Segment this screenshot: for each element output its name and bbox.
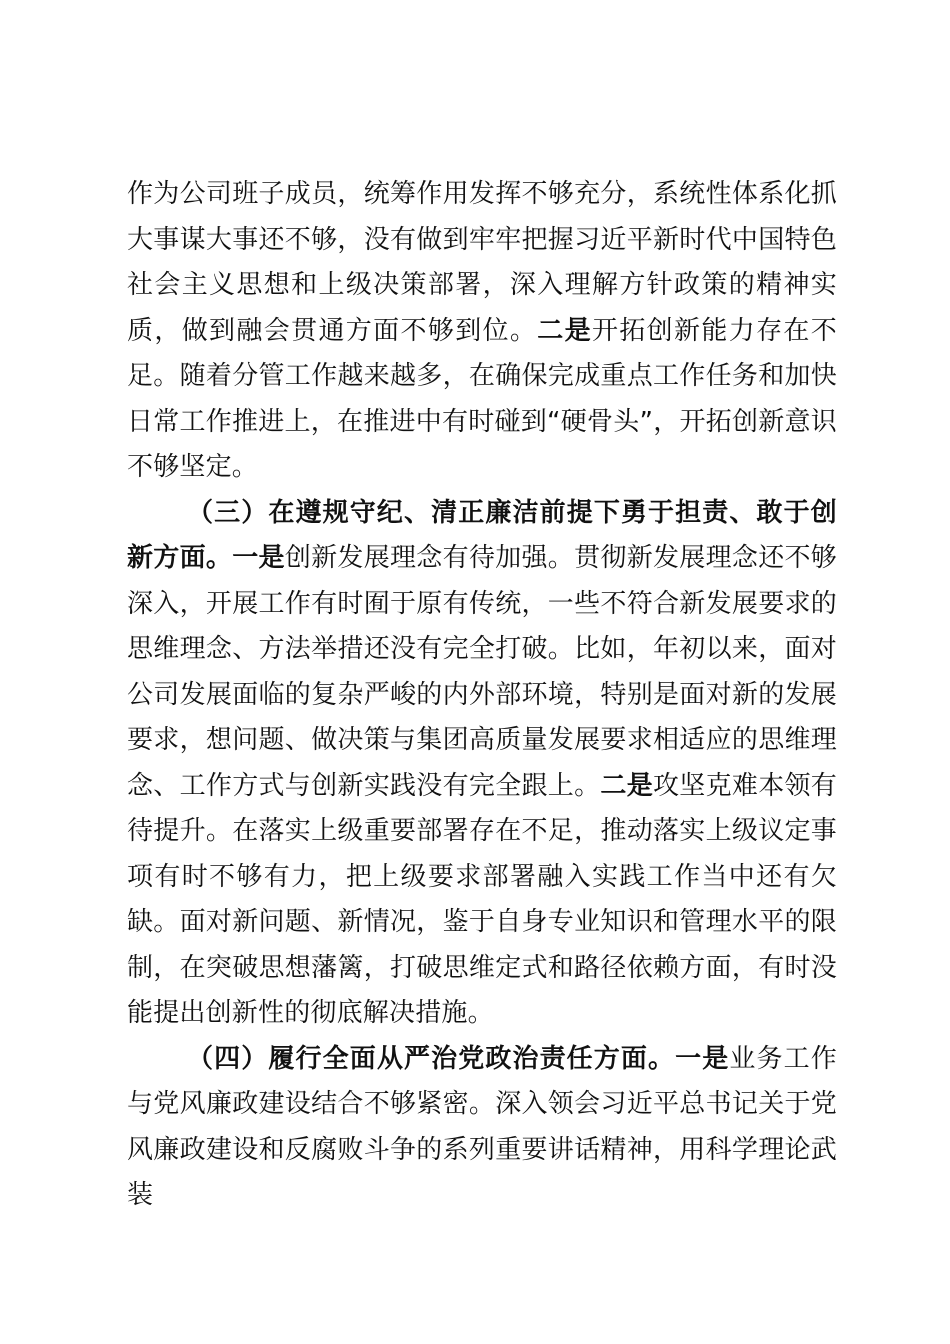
document-body — [127, 172, 837, 1219]
paragraph-continuation — [127, 172, 837, 491]
section-heading-four: （四）履行全面从严治党政治责任方面。一是 — [187, 1043, 730, 1074]
bold-run: 二是 — [600, 770, 653, 801]
text-run: 创新发展理念有待加强。贯彻新发展理念还不够深入，开展工作有时囿于原有传统，一些不符合新发展要求的思维理念、方法举措还没有完全打破。比如，年初以来，面对公司发展面临的复杂严峻的内外部环境，特别是面对新的发展要求，想问题、做决策与集团高质量发展要求相适应的思维理念、工作方式与创新实践没有完全跟上。 — [127, 543, 838, 801]
text-run: 攻坚克难本领有待提升。在落实上级重要部署存在不足，推动落实上级议定事项有时不够有力，把上级要求部署融入实践工作当中还有欠缺。面对新问题、新情况，鉴于自身专业知识和管理水平的限制，在突破思想藩篱，打破思维定式和路径依赖方面，有时没能提出创新性的彻底解决措施。 — [127, 770, 837, 1028]
text-run: 作为公司班子成员，统筹作用发挥不够充分，系统性体系化抓大事谋大事还不够，没有做到牢牢把握习近平新时代中国特色社会主义思想和上级决策部署，深入理解方针政策的精神实质，做到融会贯通方面不够到位。 — [127, 179, 837, 346]
section-heading-three: （三）在遵规守纪、清正廉洁前提下勇于担责、敢于创新方面。一是 — [127, 497, 837, 573]
text-run: 开拓创新能力存在不足。随着分管工作越来越多，在确保完成重点工作任务和加快日常工作推进上，在推进中有时碰到“硬骨头”，开拓创新意识不够坚定。 — [127, 315, 837, 482]
paragraph-section-four — [127, 1037, 837, 1219]
bold-run: 二是 — [537, 315, 592, 346]
paragraph-section-three — [127, 491, 837, 1037]
text-run: 业务工作与党风廉政建设结合不够紧密。深入领会习近平总书记关于党风廉政建设和反腐败斗争的系列重要讲话精神，用科学理论武装 — [127, 1043, 837, 1210]
